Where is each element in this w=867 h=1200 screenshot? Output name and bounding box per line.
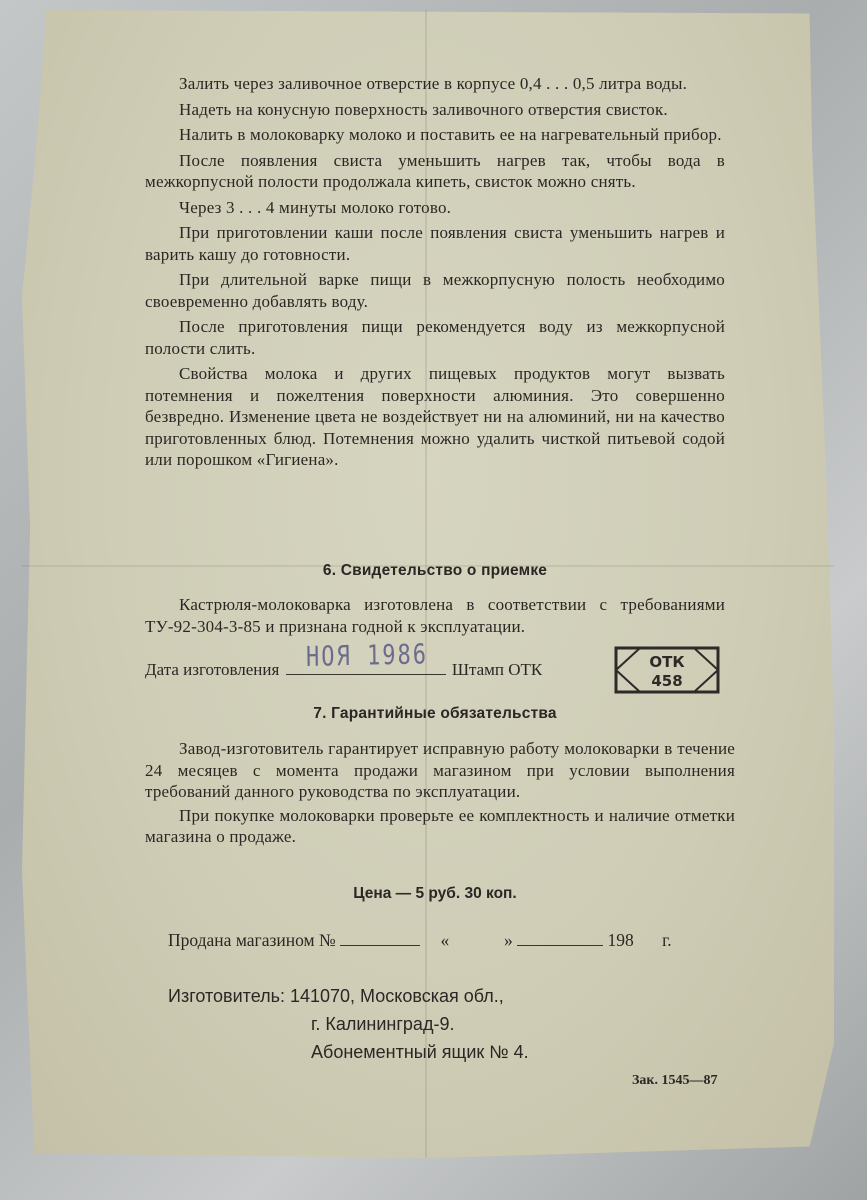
acceptance-certificate-text <box>145 594 725 637</box>
instruction-paragraph: После появления свиста уменьшить нагрев так, чтобы вода в межкорпусной полости продолжала кипеть, свисток можно снять. <box>145 150 725 191</box>
instruction-paragraph: Надеть на конусную поверхность заливочного отверстия свисток. <box>179 99 668 119</box>
manufacture-date-field <box>286 639 446 675</box>
date-quote-close: » <box>503 930 513 950</box>
order-number: Зак. 1545—87 <box>632 1073 718 1088</box>
instruction-paragraph: Налить в молоковарку молоко и поставить ее на нагревательный прибор. <box>179 125 722 144</box>
price: Цена — 5 руб. 30 коп. <box>353 885 517 902</box>
warranty-paragraph: При покупке молоковарки проверьте ее комплектность и наличие отметки магазина о продаже. <box>145 805 735 846</box>
otk-stamp-number: 458 <box>651 672 683 690</box>
date-stamp: НОЯ 1986 <box>305 639 428 674</box>
manufacturer-address <box>168 982 529 1066</box>
store-number-blank <box>340 931 420 946</box>
otk-stamp-text: ОТК <box>649 653 685 671</box>
instruction-paragraph: Свойства молока и других пищевых продуктов могут вызвать потемнения и пожелтения поверхности алюминия. Это совершенно безвредно. Изменение цвета не воздействует ни на алюминий, ни на качество приготовленных блюд. Потемнения можно удалить чисткой питьевой содой или порошком «Гигиена». <box>145 364 725 469</box>
instruction-paragraph: Через 3 . . . 4 минуты молоко готово. <box>179 197 452 217</box>
section-6-heading: 6. Свидетельство о приемке <box>322 562 548 579</box>
acceptance-paragraph: Кастрюля-молоковарка изготовлена в соответствии с требованиями ТУ-92-304-3-85 и признана годной к эксплуатации. <box>145 595 725 636</box>
year-prefix: 198 <box>607 930 634 950</box>
instruction-paragraph: После приготовления пищи рекомендуется воду из межкорпусной полости слить. <box>145 317 725 358</box>
sold-label: Продана магазином № <box>168 930 336 950</box>
manufacturer-line: Изготовитель: 141070, Московская обл., <box>168 986 504 1006</box>
month-blank <box>517 931 603 946</box>
manufacture-date-row <box>145 639 645 682</box>
manufacture-date-label: Дата изготовления <box>145 660 280 679</box>
instruction-paragraph: При приготовлении каши после появления свиста уменьшить нагрев и варить кашу до готовности. <box>145 223 725 264</box>
instruction-paragraph: Залить через заливочное отверстие в корпусе 0,4 . . . 0,5 литра воды. <box>179 74 688 93</box>
warranty-paragraph: Завод-изготовитель гарантирует исправную работу молоковарки в течение 24 месяцев с момента продажи магазином при условии выполнения требований данного руководства по эксплуатации. <box>145 739 735 801</box>
manufacturer-line: г. Калининград-9. <box>311 1014 455 1034</box>
instruction-paragraph: При длительной варке пищи в межкорпусную полость необходимо своевременно добавлять воду. <box>145 270 725 311</box>
section-7-heading: 7. Гарантийные обязательства <box>313 705 557 722</box>
sold-by-store-row <box>168 930 748 951</box>
instructions-body <box>145 73 725 475</box>
warranty-text <box>145 738 735 850</box>
otk-stamp-label: Штамп ОТК <box>451 660 543 679</box>
date-quote-open: « <box>440 930 450 950</box>
otk-stamp <box>612 642 722 698</box>
year-suffix: г. <box>662 930 672 950</box>
manufacturer-line: Абонементный ящик № 4. <box>311 1042 529 1062</box>
